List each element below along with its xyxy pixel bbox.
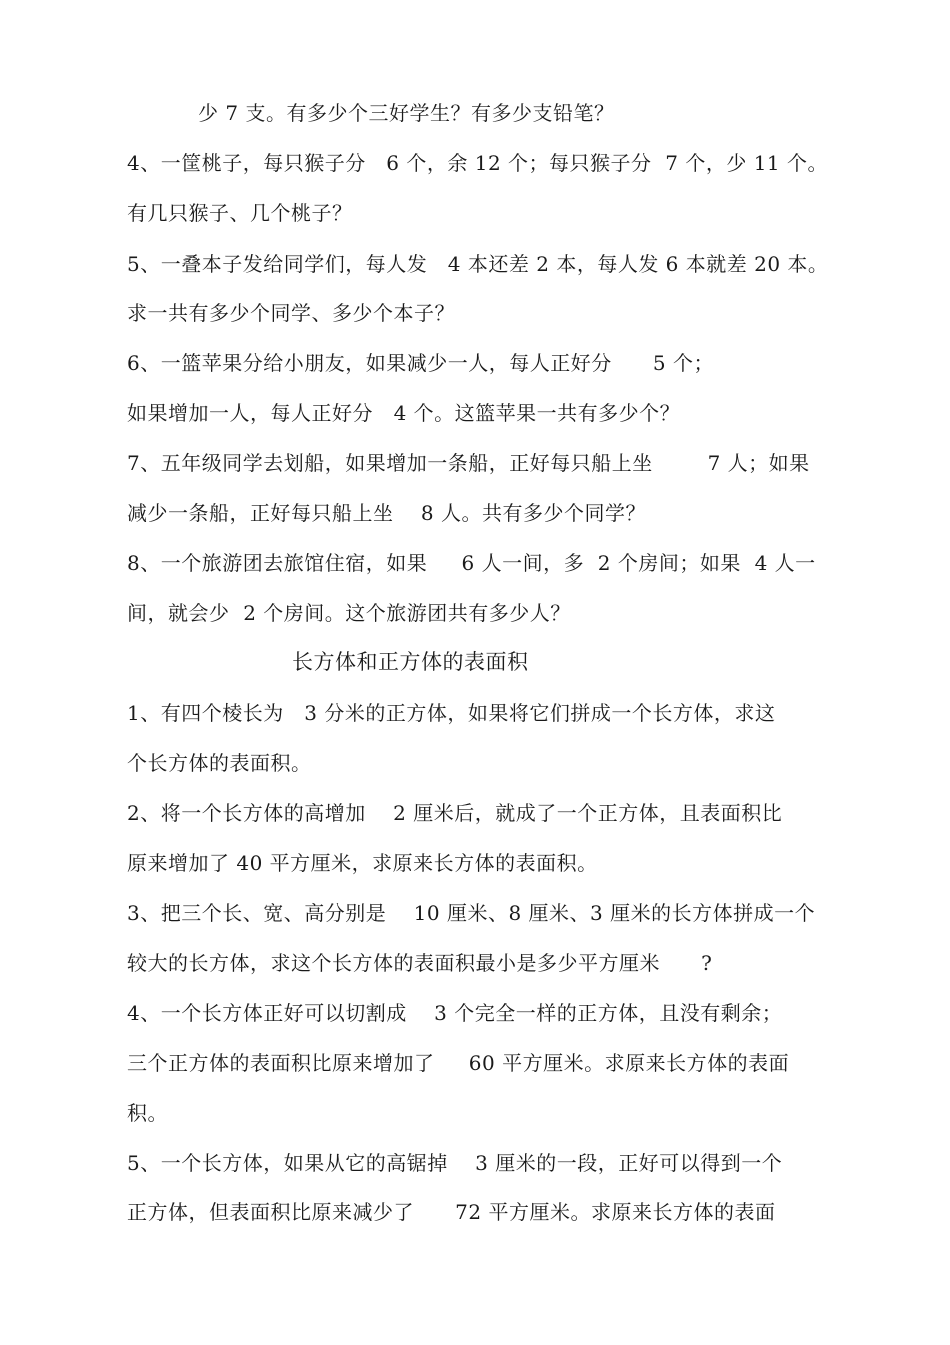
problem-7-line-1: 7、五年级同学去划船，如果增加一条船，正好每只船上坐 7 人；如果 — [127, 451, 810, 475]
section-title: 长方体和正方体的表面积 — [292, 650, 529, 674]
problem-6-line-1: 6、一篮苹果分给小朋友，如果减少一人，每人正好分 5 个； — [127, 351, 714, 375]
problem-5-line-1: 5、一叠本子发给同学们，每人发 4 本还差 2 本，每人发 6 本就差 20 本。 — [127, 252, 829, 276]
surface-problem-4-line-3: 积。 — [127, 1101, 168, 1125]
surface-problem-5-line-2: 正方体，但表面积比原来减少了 72 平方厘米。求原来长方体的表面 — [127, 1200, 776, 1224]
surface-problem-4-line-1: 4、一个长方体正好可以切割成 3 个完全一样的正方体，且没有剩余； — [127, 1001, 783, 1025]
surface-problem-3-line-1: 3、把三个长、宽、高分别是 10 厘米、8 厘米、3 厘米的长方体拼成一个 — [127, 901, 816, 925]
problem-5-line-2: 求一共有多少个同学、多少个本子？ — [127, 301, 455, 325]
surface-problem-5-line-1: 5、一个长方体，如果从它的高锯掉 3 厘米的一段，正好可以得到一个 — [127, 1151, 783, 1175]
surface-problem-1-line-2: 个长方体的表面积。 — [127, 751, 312, 775]
surface-problem-4-line-2: 三个正方体的表面积比原来增加了 60 平方厘米。求原来长方体的表面 — [127, 1051, 790, 1075]
surface-problem-3-line-2: 较大的长方体，求这个长方体的表面积最小是多少平方厘米 ? — [127, 951, 713, 975]
surface-problem-1-line-1: 1、有四个棱长为 3 分米的正方体，如果将它们拼成一个长方体，求这 — [127, 701, 776, 725]
problem-8-line-2: 间，就会少 2 个房间。这个旅游团共有多少人？ — [127, 601, 571, 625]
problem-7-line-2: 减少一条船，正好每只船上坐 8 人。共有多少个同学？ — [127, 501, 647, 525]
text-line-1: 少 7 支。有多少个三好学生？有多少支铅笔？ — [198, 101, 615, 125]
problem-6-line-2: 如果增加一人，每人正好分 4 个。这篮苹果一共有多少个？ — [127, 401, 681, 425]
problem-4-line-2: 有几只猴子、几个桃子？ — [127, 201, 353, 225]
problem-4-line-1: 4、一筐桃子，每只猴子分 6 个，余 12 个；每只猴子分 7 个，少 11 个。 — [127, 151, 829, 175]
problem-8-line-1: 8、一个旅游团去旅馆住宿，如果 6 人一间，多 2 个房间；如果 4 人一 — [127, 551, 816, 575]
surface-problem-2-line-1: 2、将一个长方体的高增加 2 厘米后，就成了一个正方体，且表面积比 — [127, 801, 783, 825]
surface-problem-2-line-2: 原来增加了 40 平方厘米，求原来长方体的表面积。 — [127, 851, 598, 875]
